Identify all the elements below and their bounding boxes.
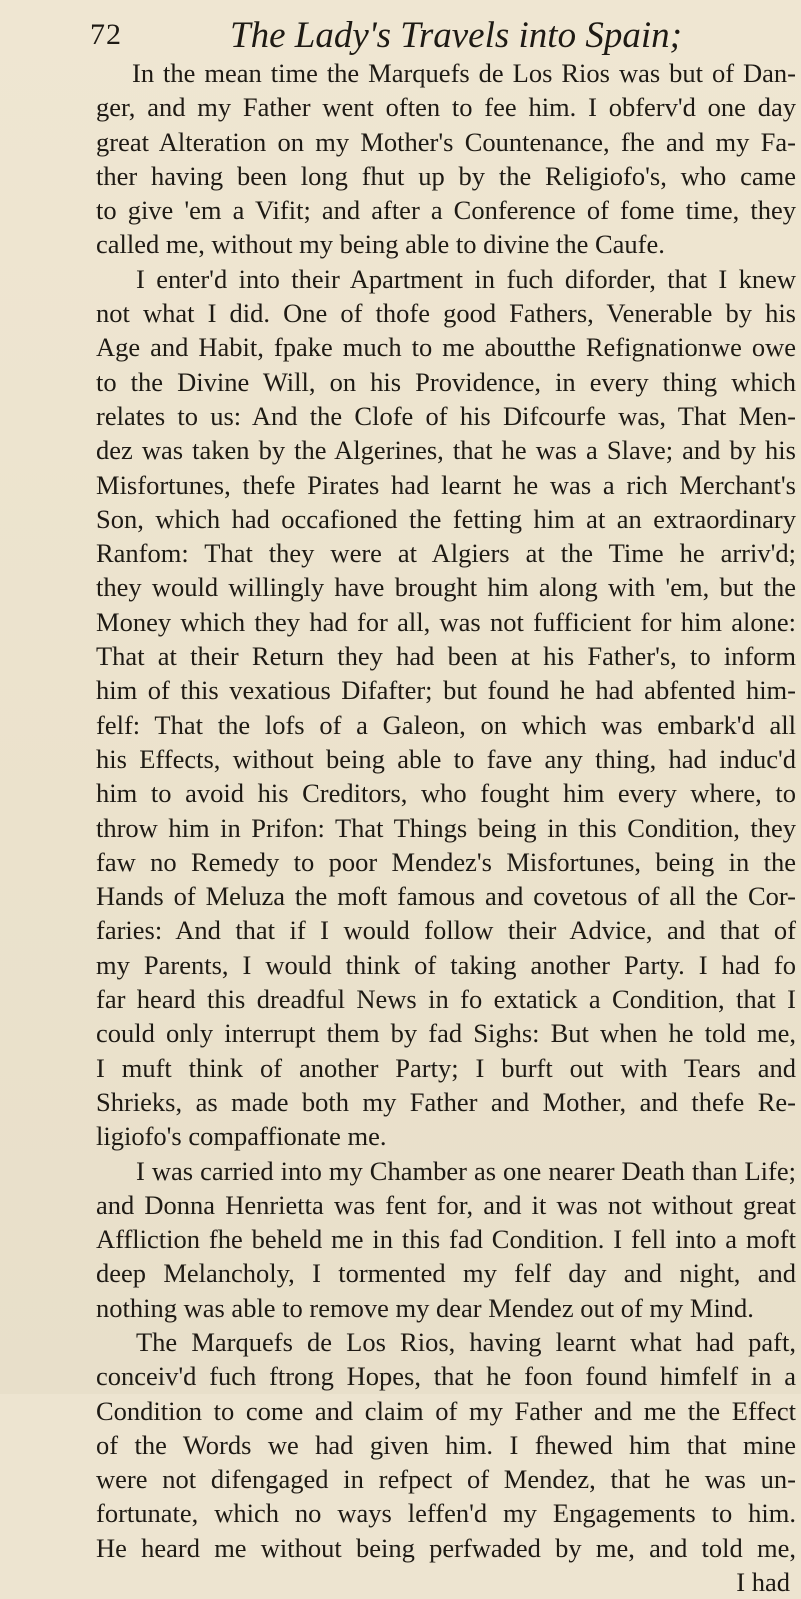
text-line: I muft think of another Party; I burft out with Tears and [96,1052,796,1083]
page-header [90,14,770,58]
text-line: That at their Return they had been at his Father's, to inform [96,641,796,672]
text-line: to give 'em a Vifit; and after a Conference of fome time, they [96,195,796,226]
catchword: I had [736,1567,790,1598]
text-line: ther having been long fhut up by the Religiofo's, who came [96,160,796,191]
text-line: throw him in Prifon: That Things being in this Condition, they [96,812,796,843]
text-line: called me, without my being able to divine the Caufe. [96,229,665,260]
text-line: not what I did. One of thofe good Fathers, Venerable by his [96,298,796,329]
text-line: Age and Habit, fpake much to me aboutthe Refignationwe owe [96,332,796,363]
text-line: Money which they had for all, was not fufficient for him alone: [96,606,796,637]
text-line: him of this vexatious Difafter; but found he had abfented him- [96,675,796,706]
text-line: Shrieks, as made both my Father and Mother, and thefe Re- [96,1086,796,1117]
text-line: conceiv'd fuch ftrong Hopes, that he foon found himfelf in a [96,1361,796,1392]
text-line: his Effects, without being able to fave any thing, had induc'd [96,743,796,774]
text-line: The Marquefs de Los Rios, having learnt what had paft, [136,1326,796,1357]
text-line: far heard this dreadful News in fo extatick a Condition, that I [96,984,796,1015]
text-line: faw no Remedy to poor Mendez's Misfortunes, being in the [96,846,796,877]
text-line: Condition to come and claim of my Father and me the Effect [96,1395,796,1426]
running-title: The Lady's Travels into Spain; [230,15,682,56]
text-line: they would willingly have brought him along with 'em, but the [96,572,796,603]
text-line: deep Melancholy, I tormented my felf day and night, and [96,1258,796,1289]
text-line: faries: And that if I would follow their Advice, and that of [96,915,796,946]
text-line: were not difengaged in refpect of Mendez, that he was un- [96,1464,796,1495]
text-line: him to avoid his Creditors, who fought him every where, to [96,778,796,809]
text-line: nothing was able to remove my dear Mendez out of my Mind. [96,1292,754,1323]
text-line: dez was taken by the Algerines, that he was a Slave; and by his [96,435,796,466]
page-number: 72 [90,18,122,51]
text-line: and Donna Henrietta was fent for, and it was not without great [96,1189,796,1220]
text-line: my Parents, I would think of taking another Party. I had fo [96,949,796,980]
text-line: to the Divine Will, on his Providence, in every thing which [96,366,796,397]
text-line: Son, which had occafioned the fetting him at an extraordinary [96,503,796,534]
text-line: I enter'd into their Apartment in fuch diforder, that I knew [136,263,796,294]
text-line: great Alteration on my Mother's Countenance, fhe and my Fa- [96,126,796,157]
text-line: Ranfom: That they were at Algiers at the Time he arriv'd; [96,538,796,569]
text-line: ger, and my Father went often to fee him. I obferv'd one day [96,92,796,123]
body-text [96,56,796,1599]
text-line: I was carried into my Chamber as one nearer Death than Life; [136,1155,796,1186]
text-line: In the mean time the Marquefs de Los Rios was but of Dan- [132,58,796,88]
text-line: Misfortunes, thefe Pirates had learnt he was a rich Merchant's [96,469,796,500]
text-line: Affliction fhe beheld me in this fad Condition. I fell into a moft [96,1224,796,1255]
text-line: relates to us: And the Clofe of his Difcourfe was, That Men- [96,400,796,431]
text-line: He heard me without being perfwaded by me, and told me, [96,1532,796,1563]
text-line: of the Words we had given him. I fhewed him that mine [96,1429,796,1460]
text-line: could only interrupt them by fad Sighs: But when he told me, [96,1018,796,1049]
text-line: felf: That the lofs of a Galeon, on which was embark'd all [96,709,796,740]
text-line: fortunate, which no ways leffen'd my Engagements to him. [96,1498,796,1529]
text-line: Hands of Meluza the moft famous and covetous of all the Cor- [96,881,796,912]
text-line: ligiofo's compaffionate me. [96,1121,387,1152]
